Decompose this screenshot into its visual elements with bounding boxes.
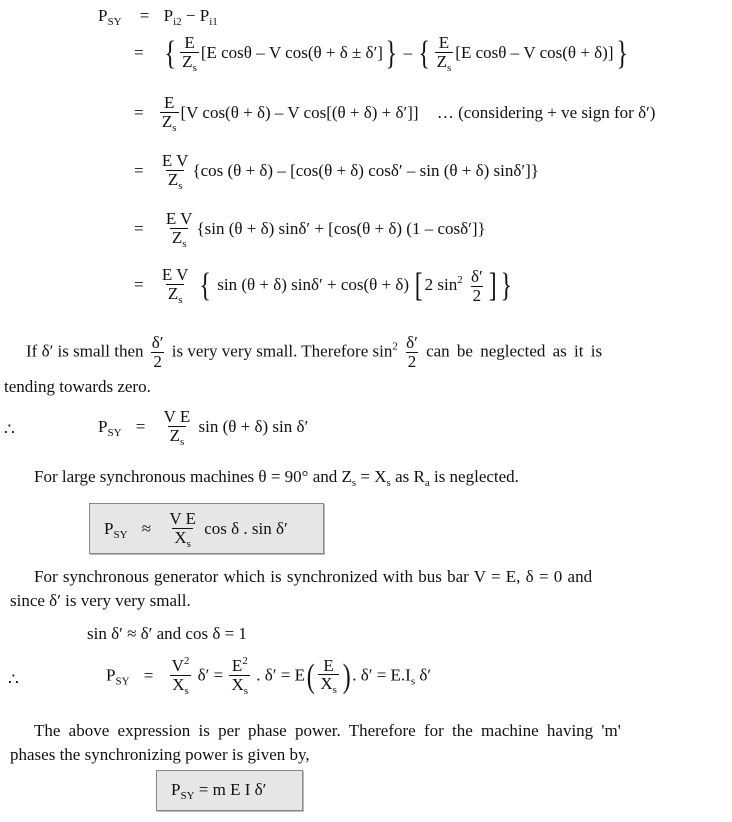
denominator: 2 [472, 285, 482, 305]
fraction [170, 656, 192, 697]
text: = X [356, 467, 387, 486]
body: = m E I δ′ [194, 780, 267, 799]
therefore-symbol: ∴ [8, 670, 19, 689]
sub: s [178, 293, 183, 306]
text: . δ′ = E [256, 665, 305, 685]
equals: = [134, 103, 144, 123]
den-text: Z [161, 111, 173, 131]
paragraph-1-line-2: tending towards zero. [4, 377, 151, 396]
body: sin (θ + δ) sinδ′ + cos(θ + δ) [217, 275, 410, 295]
text: can be neglected as it is [426, 341, 603, 361]
denominator [170, 228, 189, 251]
equation-line-1 [98, 6, 218, 28]
denominator [166, 170, 185, 193]
body: {cos (θ + δ) – [cos(θ + δ) cosδ′ – sin (θ + δ) sinδ′]} [192, 161, 539, 181]
fraction [150, 334, 166, 371]
denominator [160, 112, 179, 135]
brace-close: } [615, 35, 628, 73]
paren-open: ( [306, 657, 315, 695]
lhs-sub: SY [107, 16, 122, 28]
equals: = [135, 417, 146, 437]
sub: i1 [209, 16, 218, 28]
fraction [318, 657, 339, 697]
text: For large synchronous machines θ = 90° and Z [34, 467, 352, 486]
inner: 2 sin [424, 275, 458, 295]
rhs: P [163, 6, 174, 25]
denominator: 2 [153, 351, 162, 371]
sub: SY [115, 675, 130, 688]
fraction [162, 408, 193, 448]
therefore-symbol: ∴ [4, 420, 15, 439]
numerator [230, 656, 250, 675]
power: 2 [242, 655, 248, 667]
paragraph-3-line-1: For synchronous generator which is synchronized with bus bar V = E, δ = 0 and [34, 567, 593, 586]
numerator: E [323, 655, 334, 675]
denominator [229, 675, 250, 698]
paragraph-2 [34, 467, 519, 489]
paragraph-1-line-1 [26, 334, 602, 371]
numerator: V E [169, 509, 196, 528]
num-text: V [171, 656, 184, 675]
den-text: Z [167, 169, 179, 189]
equation-line-6 [134, 266, 514, 306]
fraction [435, 34, 454, 74]
sub: s [243, 684, 249, 697]
den-text: Z [436, 51, 447, 71]
denominator [170, 675, 191, 698]
sub: SY [180, 790, 195, 802]
result-box-1 [89, 503, 324, 554]
minus: − P [181, 6, 210, 25]
sub: s [386, 477, 391, 489]
den-text: X [231, 674, 244, 694]
denominator [166, 284, 185, 307]
sub: SY [113, 529, 128, 542]
text: is neglected. [429, 467, 519, 486]
fraction [167, 510, 198, 550]
note: … (considering + ve sign for δ′) [436, 103, 656, 123]
text: is very very small. Therefore sin [171, 341, 393, 361]
brace-open: { [164, 35, 176, 73]
term-a: [E cosθ – V cos(θ + δ ± δ′] [200, 43, 383, 63]
den-text: X [172, 674, 185, 694]
numerator: δ′ [151, 333, 164, 352]
body: [V cos(θ + δ) – V cos[(θ + δ) + δ′]] [180, 103, 419, 123]
fraction [404, 334, 420, 371]
text: . δ′ = E.I [352, 665, 411, 685]
den-text: Z [171, 227, 183, 247]
fraction [229, 656, 250, 697]
text: as R [390, 467, 425, 486]
lhs: P [98, 417, 108, 437]
sub: s [179, 435, 185, 448]
numerator: E [163, 93, 175, 112]
term-b: [E cosθ – V cos(θ + δ)] [455, 43, 614, 63]
den-text: Z [169, 425, 180, 445]
den-text: X [174, 527, 187, 547]
equals: = [134, 161, 144, 181]
denominator [168, 426, 187, 449]
minus: – [403, 43, 413, 63]
numerator: δ′ [406, 333, 418, 352]
equals: = [134, 43, 144, 63]
numerator: δ′ [470, 266, 483, 286]
numerator: E V [161, 265, 189, 284]
sub: s [332, 684, 337, 697]
lhs: P [106, 665, 116, 685]
equals: = [139, 6, 150, 25]
boxed-equation-1 [104, 510, 288, 550]
paragraph-4-line-1: The above expression is per phase power. Therefore for the machine having 'm' [34, 721, 621, 740]
equation-8: sin δ′ ≈ δ′ and cos δ = 1 [87, 624, 247, 643]
num-text: E [231, 656, 243, 675]
sub: s [410, 675, 416, 688]
brace-close: } [500, 267, 512, 305]
equals: = [143, 665, 154, 685]
lhs: P [104, 519, 114, 539]
sub: a [424, 477, 430, 489]
denominator [180, 52, 199, 75]
fraction [160, 152, 191, 192]
brace-open: { [199, 267, 211, 305]
text: δ′ = [197, 665, 224, 685]
denominator [435, 52, 454, 75]
sub: s [351, 477, 357, 489]
den-text: Z [182, 51, 193, 71]
boxed-equation-2 [171, 780, 266, 802]
paragraph-3-line-2: since δ′ is very very small. [10, 591, 191, 610]
power: 2 [392, 340, 398, 353]
sub: i2 [173, 16, 182, 28]
body: sin (θ + δ) sin δ′ [198, 417, 309, 437]
denominator [318, 674, 339, 697]
body: cos δ . sin δ′ [204, 519, 288, 539]
power: 2 [457, 274, 463, 287]
numerator: E V [161, 151, 189, 170]
equation-7 [98, 408, 308, 448]
fraction [180, 34, 199, 74]
result-box-2 [156, 770, 303, 811]
sub: s [192, 61, 197, 74]
numerator: E [438, 33, 450, 52]
lhs: P [98, 6, 108, 25]
sub: s [178, 179, 183, 192]
numerator [170, 656, 192, 675]
bracket-close: ] [488, 267, 497, 305]
text: If δ′ is small then [26, 341, 144, 361]
denominator: 2 [407, 351, 417, 371]
power: 2 [183, 655, 190, 667]
numerator: E V [165, 209, 193, 228]
equation-line-5 [134, 210, 486, 250]
den-text: X [320, 674, 333, 694]
paragraph-4-line-2: phases the synchronizing power is given by, [10, 745, 310, 764]
fraction [160, 266, 191, 306]
sub: s [186, 537, 191, 550]
equals: = [134, 275, 144, 295]
fraction [160, 94, 179, 134]
body: {sin (θ + δ) sinδ′ + [cos(θ + δ) (1 – cosδ′]} [196, 219, 486, 239]
fraction [469, 268, 485, 305]
sub: s [172, 121, 177, 134]
numerator: V E [163, 407, 191, 426]
sub: SY [107, 427, 122, 440]
numerator: E [184, 33, 195, 52]
sub: s [447, 61, 452, 74]
equation-9 [106, 656, 431, 697]
denominator [172, 528, 193, 551]
paren-close: ) [342, 657, 351, 695]
equation-line-2 [134, 34, 630, 74]
equation-line-3 [134, 94, 655, 134]
sub: s [184, 684, 189, 697]
fraction [164, 210, 195, 250]
text: δ′ [415, 665, 432, 685]
brace-open: { [418, 35, 431, 73]
lhs: P [171, 780, 181, 799]
sub: s [182, 237, 187, 250]
equals: = [134, 219, 144, 239]
den-text: Z [167, 283, 179, 303]
approx: ≈ [141, 519, 152, 539]
equation-line-4 [134, 152, 539, 192]
brace-close: } [385, 35, 397, 73]
bracket-open: [ [415, 267, 423, 305]
